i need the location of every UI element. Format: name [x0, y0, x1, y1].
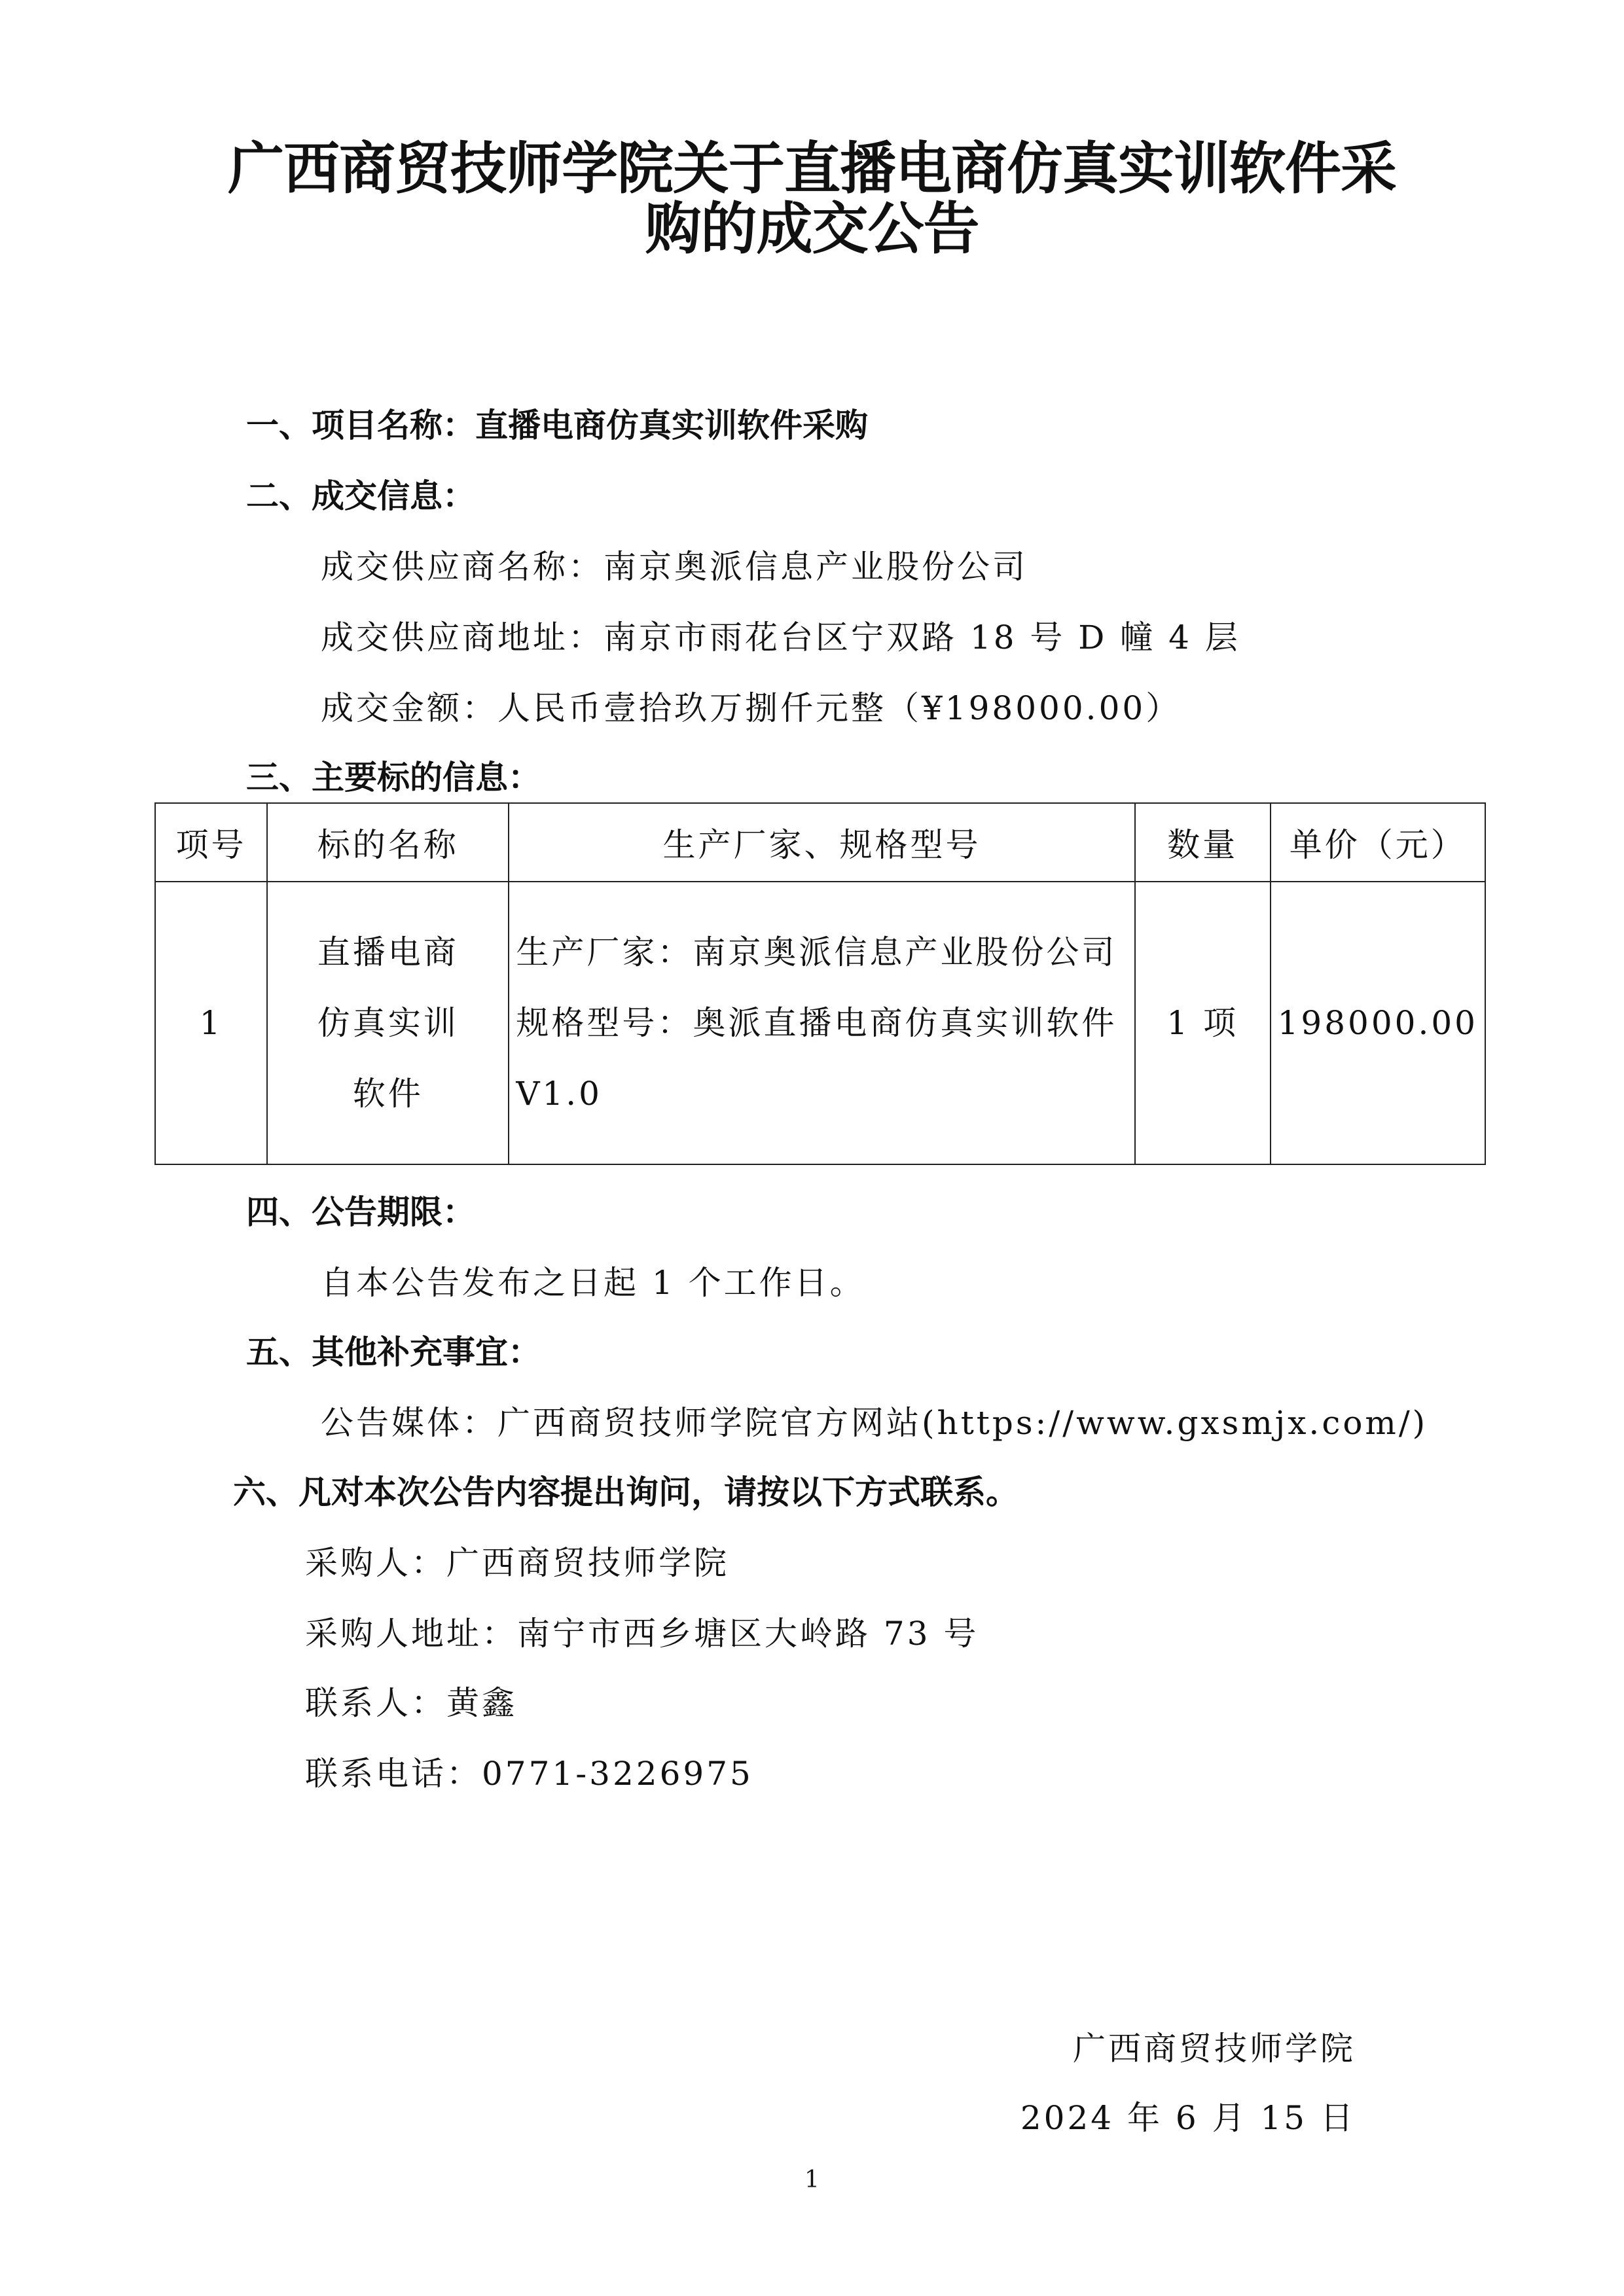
item-name: 直播电商仿真实训软件	[317, 933, 459, 1113]
supplier-address: 成交供应商地址：南京市雨花台区宁双路 18 号 D 幢 4 层	[321, 619, 1240, 656]
column-header-no: 项号	[155, 803, 267, 882]
table-row	[155, 882, 1485, 1164]
item-price: 198000.00	[1271, 882, 1485, 1164]
item-manufacturer: 生产厂家：南京奥派信息产业股份公司	[516, 933, 1117, 971]
document-title-line-1: 广西商贸技师学院关于直播电商仿真实训软件采	[228, 135, 1396, 202]
column-header-qty: 数量	[1135, 803, 1271, 882]
page-number: 1	[804, 2166, 820, 2193]
column-header-price: 单价（元）	[1271, 803, 1485, 882]
contact-person: 联系人：黄鑫	[305, 1684, 517, 1722]
item-model: 规格型号：奥派直播电商仿真实训软件 V1.0	[516, 1004, 1117, 1113]
deal-amount: 成交金额：人民币壹拾玖万捌仟元整（¥198000.00）	[321, 689, 1182, 727]
column-header-name: 标的名称	[267, 803, 509, 882]
project-name-heading: 一、项目名称：直播电商仿真实训软件采购	[246, 406, 868, 444]
document-title-line-2: 购的成交公告	[645, 196, 979, 262]
buyer-address: 采购人地址：南宁市西乡塘区大岭路 73 号	[305, 1615, 979, 1653]
signature-org: 广西商贸技师学院	[1073, 2030, 1356, 2068]
deal-info-heading: 二、成交信息：	[246, 477, 475, 515]
media-text: 公告媒体：广西商贸技师学院官方网站(https://www.gxsmjx.com/)	[321, 1404, 1428, 1442]
contact-phone: 联系电话：0771-3226975	[305, 1755, 753, 1793]
table-header-row	[155, 803, 1485, 882]
item-no: 1	[155, 882, 267, 1164]
contact-heading: 六、凡对本次公告内容提出询问，请按以下方式联系。	[233, 1473, 1019, 1511]
supplier-name: 成交供应商名称：南京奥派信息产业股份公司	[321, 548, 1028, 586]
item-name-cell	[267, 882, 509, 1164]
other-heading: 五、其他补充事宜：	[246, 1333, 541, 1371]
item-qty: 1 项	[1135, 882, 1271, 1164]
item-spec-cell	[509, 882, 1134, 1164]
period-heading: 四、公告期限：	[246, 1193, 475, 1231]
items-table	[154, 802, 1486, 1165]
buyer-name: 采购人：广西商贸技师学院	[305, 1544, 729, 1582]
signature-date: 2024 年 6 月 15 日	[1020, 2099, 1356, 2137]
items-heading: 三、主要标的信息：	[246, 759, 541, 797]
column-header-spec: 生产厂家、规格型号	[509, 803, 1134, 882]
period-text: 自本公告发布之日起 1 个工作日。	[321, 1264, 865, 1302]
